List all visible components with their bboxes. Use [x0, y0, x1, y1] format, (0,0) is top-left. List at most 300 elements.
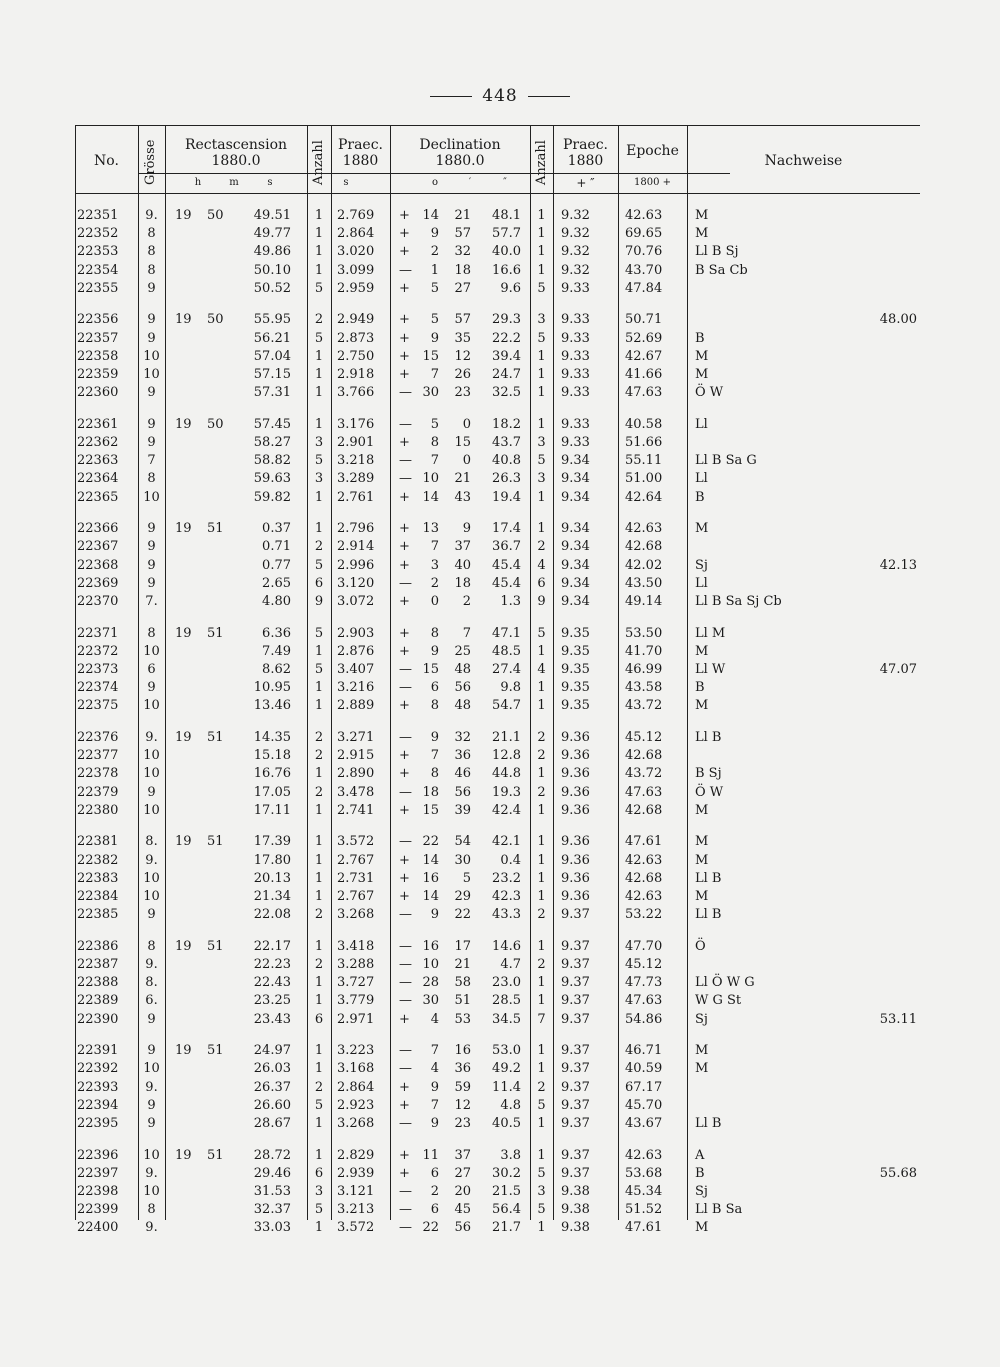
cell-n2: 1: [537, 226, 546, 242]
table-row: [75, 1165, 920, 1183]
cell-pr1: 3.288: [337, 957, 375, 972]
cell-ds: +: [399, 226, 410, 242]
table-row: [75, 1147, 920, 1165]
cell-pr1: 3.168: [337, 1061, 375, 1077]
cell-nw: Sj: [695, 1011, 708, 1027]
cell-dm: 36: [454, 748, 471, 764]
cell-dd: 7: [430, 1043, 439, 1059]
cell-gr: 10: [143, 1184, 160, 1199]
cell-h: 19: [175, 416, 192, 432]
cell-ep: 47.61: [625, 834, 663, 850]
cell-ds: +: [399, 1097, 410, 1113]
cell-ds: +: [399, 1147, 410, 1163]
cell-n1: 2: [314, 907, 324, 923]
table-row: [75, 1060, 920, 1078]
table-row: [75, 852, 920, 870]
cell-dsec: 45.4: [492, 575, 521, 591]
cell-n1: 5: [314, 557, 324, 573]
cell-dm: 21: [454, 208, 471, 223]
cell-gr: 9: [147, 557, 156, 573]
cell-m: 51: [207, 1043, 224, 1059]
cell-ep: 45.34: [625, 1184, 663, 1199]
cell-n1: 2: [314, 539, 324, 555]
cell-ds: —: [399, 575, 412, 591]
cell-dd: 9: [430, 330, 439, 346]
cell-pr2: 9.37: [561, 1147, 590, 1163]
cell-ep: 45.12: [625, 957, 663, 972]
cell-dd: 10: [422, 471, 439, 487]
cell-dsec: 23.2: [492, 870, 521, 886]
cell-pr1: 3.779: [337, 993, 375, 1009]
cell-n2: 1: [537, 1061, 546, 1077]
cell-n2: 2: [537, 730, 546, 745]
cell-nw: B: [695, 680, 705, 696]
header-epoche: Epoche: [626, 143, 679, 159]
cell-pr1: 2.876: [337, 643, 375, 659]
table-row: [75, 1201, 920, 1219]
table-row: [75, 489, 920, 507]
cell-h: 19: [175, 625, 192, 641]
cell-dd: 2: [430, 244, 439, 260]
cell-ds: —: [399, 907, 412, 923]
table-row: [75, 330, 920, 348]
cell-n2: 4: [537, 557, 546, 573]
cell-no: 22356: [77, 312, 119, 328]
cell-dsec: 4.7: [500, 957, 521, 972]
cell-no: 22366: [77, 521, 119, 537]
table-row: [75, 1097, 920, 1115]
cell-gr: 10: [143, 870, 160, 886]
cell-pr1: 3.072: [337, 594, 375, 609]
cell-s: 10.95: [253, 680, 291, 696]
table-row: [75, 538, 920, 556]
cell-s: 49.77: [253, 226, 291, 242]
cell-pr1: 3.099: [337, 262, 375, 278]
cell-no: 22374: [77, 680, 119, 696]
cell-dsec: 19.3: [492, 784, 521, 800]
cell-nw: M: [695, 852, 709, 868]
cell-n2: 7: [537, 1011, 546, 1027]
cell-dd: 28: [422, 975, 439, 991]
cell-pr2: 9.35: [561, 643, 590, 659]
cell-ds: +: [399, 435, 410, 450]
cell-ep: 47.61: [625, 1220, 663, 1236]
header-praec-2: Praec.: [562, 137, 609, 153]
star-catalogue-table: [75, 125, 920, 1236]
cell-no: 22396: [77, 1147, 119, 1163]
header-praec: Praec.: [337, 137, 384, 153]
cell-gr: 9.: [145, 730, 158, 745]
cell-nw: Ll B Sa: [695, 1202, 743, 1218]
table-row: [75, 956, 920, 974]
header-dec-epoch: 1880.0: [435, 153, 485, 169]
cell-ds: +: [399, 852, 410, 868]
cell-dm: 54: [454, 834, 471, 850]
cell-n1: 1: [314, 489, 324, 505]
cell-nw: Ll B Sa G: [695, 453, 757, 469]
cell-n2: 3: [537, 1184, 546, 1199]
cell-dm: 37: [454, 539, 471, 555]
cell-n2: 1: [537, 889, 546, 904]
cell-no: 22376: [77, 730, 119, 745]
cell-pr2: 9.36: [561, 870, 590, 886]
cell-pr1: 2.949: [337, 312, 375, 328]
cell-dsec: 40.5: [492, 1116, 521, 1131]
cell-nw: M: [695, 348, 709, 364]
cell-ep: 46.71: [625, 1043, 663, 1059]
cell-ds: +: [399, 594, 410, 609]
cell-ds: +: [399, 1011, 410, 1027]
cell-s: 28.72: [253, 1147, 291, 1163]
cell-dm: 32: [454, 244, 471, 260]
cell-ep: 43.72: [625, 698, 663, 714]
cell-ds: +: [399, 557, 410, 573]
cell-ep: 46.99: [625, 662, 663, 677]
cell-s: 26.37: [253, 1079, 291, 1095]
cell-gr: 9.: [145, 1220, 158, 1236]
cell-dsec: 40.8: [492, 453, 521, 469]
cell-dm: 27: [454, 280, 471, 296]
cell-s: 8.62: [262, 662, 291, 677]
cell-m: 50: [207, 208, 224, 223]
cell-pr1: 2.939: [337, 1165, 375, 1181]
cell-dm: 18: [454, 575, 471, 591]
cell-dsec: 19.4: [492, 489, 521, 505]
cell-no: 22367: [77, 539, 119, 555]
cell-n1: 1: [314, 244, 324, 260]
cell-ds: +: [399, 312, 410, 328]
cell-dsec: 34.5: [492, 1011, 521, 1027]
cell-dsec: 43.7: [492, 435, 521, 450]
cell-nw: Sj: [695, 557, 708, 573]
cell-s: 29.46: [253, 1165, 291, 1181]
cell-dd: 15: [422, 348, 439, 364]
cell-n2: 2: [537, 784, 546, 800]
cell-dsec: 42.1: [492, 834, 521, 850]
cell-nw: M: [695, 1061, 709, 1077]
header-anzahl: Anzahl: [311, 140, 326, 185]
cell-ep: 42.68: [625, 802, 663, 818]
cell-pr1: 2.903: [337, 625, 375, 641]
cell-nw: Ll B: [695, 1116, 722, 1131]
cell-dsec: 43.3: [492, 907, 521, 923]
cell-extra: 48.00: [879, 312, 917, 328]
cell-no: 22384: [77, 889, 119, 904]
cell-gr: 8: [147, 471, 156, 487]
cell-nw: Ll B: [695, 730, 722, 745]
table-row: [75, 1079, 920, 1097]
header-groesse: Grösse: [143, 139, 158, 185]
cell-pr1: 2.873: [337, 330, 375, 346]
cell-n2: 1: [537, 208, 546, 223]
cell-dm: 7: [462, 625, 471, 641]
header-no: No.: [94, 153, 119, 169]
cell-dd: 7: [430, 453, 439, 469]
cell-ep: 40.59: [625, 1061, 663, 1077]
cell-ds: +: [399, 280, 410, 296]
cell-dd: 15: [422, 662, 439, 677]
cell-ep: 53.22: [625, 907, 663, 923]
cell-nw: M: [695, 889, 709, 904]
cell-n1: 1: [314, 993, 324, 1009]
cell-ds: —: [399, 834, 412, 850]
cell-extra: 47.07: [879, 662, 917, 677]
cell-dm: 23: [454, 385, 471, 401]
cell-pr2: 9.37: [561, 957, 590, 972]
cell-ds: —: [399, 1061, 412, 1077]
cell-dsec: 27.4: [492, 662, 521, 677]
cell-n2: 5: [537, 625, 546, 641]
cell-dm: 35: [454, 330, 471, 346]
cell-n2: 4: [537, 662, 546, 677]
cell-ds: +: [399, 625, 410, 641]
cell-n1: 1: [314, 766, 324, 782]
cell-dm: 48: [454, 662, 471, 677]
cell-pr2: 9.35: [561, 625, 590, 641]
cell-s: 57.45: [253, 416, 291, 432]
cell-gr: 10: [143, 748, 160, 764]
cell-no: 22362: [77, 435, 119, 450]
cell-n2: 1: [537, 938, 546, 954]
cell-dm: 32: [454, 730, 471, 745]
cell-pr1: 3.572: [337, 1220, 375, 1236]
cell-n1: 1: [314, 208, 324, 223]
table-row: [75, 384, 920, 402]
cell-ds: +: [399, 1079, 410, 1095]
cell-ds: +: [399, 1165, 410, 1181]
cell-ds: +: [399, 870, 410, 886]
cell-ep: 45.12: [625, 730, 663, 745]
cell-n1: 6: [314, 1011, 324, 1027]
cell-no: 22365: [77, 489, 119, 505]
cell-n2: 1: [537, 489, 546, 505]
cell-dd: 7: [430, 539, 439, 555]
cell-dd: 6: [430, 1165, 439, 1181]
cell-n1: 5: [314, 330, 324, 346]
cell-gr: 8: [147, 625, 156, 641]
cell-n1: 2: [314, 784, 324, 800]
cell-h: 19: [175, 208, 192, 223]
cell-dsec: 45.4: [492, 557, 521, 573]
page-number: [0, 86, 1000, 106]
cell-n2: 1: [537, 766, 546, 782]
cell-gr: 10: [143, 766, 160, 782]
cell-nw: Ll: [695, 575, 708, 591]
cell-n2: 5: [537, 1202, 546, 1218]
cell-ds: +: [399, 748, 410, 764]
cell-s: 21.34: [253, 889, 291, 904]
cell-pr2: 9.36: [561, 784, 590, 800]
cell-n2: 1: [537, 244, 546, 260]
cell-ep: 42.63: [625, 1147, 663, 1163]
cell-dd: 14: [422, 852, 439, 868]
cell-no: 22360: [77, 385, 119, 401]
cell-dd: 4: [430, 1011, 439, 1027]
cell-dsec: 18.2: [492, 416, 521, 432]
cell-n1: 1: [314, 975, 324, 991]
cell-dsec: 39.4: [492, 348, 521, 364]
cell-dm: 25: [454, 643, 471, 659]
cell-pr2: 9.34: [561, 521, 590, 537]
cell-s: 59.82: [253, 489, 291, 505]
cell-n1: 1: [314, 1043, 324, 1059]
cell-pr2: 9.34: [561, 575, 590, 591]
cell-ep: 51.66: [625, 435, 663, 450]
cell-h: 19: [175, 938, 192, 954]
cell-n2: 1: [537, 802, 546, 818]
cell-dsec: 57.7: [492, 226, 521, 242]
cell-gr: 10: [143, 489, 160, 505]
cell-pr1: 3.223: [337, 1043, 375, 1059]
table-row: [75, 679, 920, 697]
cell-gr: 9.: [145, 957, 158, 972]
cell-gr: 8: [147, 244, 156, 260]
cell-pr1: 2.761: [337, 489, 375, 505]
cell-s: 15.18: [253, 748, 291, 764]
cell-n1: 2: [314, 957, 324, 972]
cell-dsec: 54.7: [492, 698, 521, 714]
cell-dsec: 28.5: [492, 993, 521, 1009]
cell-dsec: 48.5: [492, 643, 521, 659]
header-nachweise: Nachweise: [764, 153, 843, 169]
cell-dsec: 32.5: [492, 385, 521, 401]
cell-gr: 9.: [145, 852, 158, 868]
cell-pr1: 3.271: [337, 730, 375, 745]
cell-pr1: 2.731: [337, 870, 375, 886]
cell-gr: 10: [143, 348, 160, 364]
table-row: [75, 1115, 920, 1133]
cell-gr: 6.: [145, 993, 158, 1009]
cell-ep: 54.86: [625, 1011, 663, 1027]
cell-gr: 8: [147, 226, 156, 242]
cell-nw: Ll: [695, 416, 708, 432]
cell-dd: 9: [430, 907, 439, 923]
cell-h: 19: [175, 312, 192, 328]
cell-pr1: 2.767: [337, 889, 375, 904]
cell-nw: Ll Ö W G: [695, 975, 755, 991]
cell-n2: 1: [537, 416, 546, 432]
cell-ep: 41.66: [625, 367, 663, 382]
cell-pr1: 2.864: [337, 1079, 375, 1095]
cell-dsec: 29.3: [492, 312, 521, 328]
cell-n1: 1: [314, 698, 324, 714]
cell-s: 0.71: [262, 539, 291, 555]
cell-n1: 1: [314, 367, 324, 382]
cell-ep: 55.11: [625, 453, 663, 469]
cell-gr: 10: [143, 802, 160, 818]
cell-n1: 2: [314, 312, 324, 328]
cell-n1: 1: [314, 348, 324, 364]
cell-dm: 16: [454, 1043, 471, 1059]
cell-ds: —: [399, 957, 412, 972]
cell-ds: —: [399, 1116, 412, 1131]
cell-nw: Ll B Sa Sj Cb: [695, 594, 782, 609]
cell-ep: 53.50: [625, 625, 663, 641]
cell-gr: 10: [143, 889, 160, 904]
cell-ep: 42.64: [625, 489, 663, 505]
table-row: [75, 416, 920, 434]
cell-dd: 30: [422, 385, 439, 401]
cell-pr1: 3.727: [337, 975, 375, 991]
cell-dm: 51: [454, 993, 471, 1009]
cell-ds: —: [399, 662, 412, 677]
cell-s: 50.52: [253, 280, 291, 296]
header-ra-unit-s: s: [267, 177, 273, 188]
cell-n1: 5: [314, 453, 324, 469]
cell-dd: 6: [430, 1202, 439, 1218]
cell-n1: 1: [314, 262, 324, 278]
cell-dd: 2: [430, 1184, 439, 1199]
cell-n2: 1: [537, 698, 546, 714]
cell-dd: 0: [430, 594, 439, 609]
cell-dd: 11: [422, 1147, 439, 1163]
cell-ep: 42.67: [625, 348, 663, 364]
cell-n2: 2: [537, 907, 546, 923]
cell-n1: 2: [314, 748, 324, 764]
cell-no: 22392: [77, 1061, 119, 1077]
cell-pr1: 2.767: [337, 852, 375, 868]
cell-ep: 50.71: [625, 312, 663, 328]
cell-nw: Sj: [695, 1184, 708, 1199]
cell-dd: 9: [430, 643, 439, 659]
cell-dm: 45: [454, 1202, 471, 1218]
cell-s: 4.80: [262, 594, 291, 609]
cell-n2: 1: [537, 870, 546, 886]
cell-pr1: 3.478: [337, 784, 375, 800]
cell-dm: 21: [454, 471, 471, 487]
cell-pr2: 9.37: [561, 1011, 590, 1027]
cell-pr1: 2.769: [337, 208, 375, 223]
cell-s: 55.95: [253, 312, 291, 328]
table-row: [75, 1219, 920, 1237]
table-row: [75, 1042, 920, 1060]
cell-pr2: 9.33: [561, 385, 590, 401]
cell-n2: 1: [537, 975, 546, 991]
table-row: [75, 765, 920, 783]
cell-dm: 53: [454, 1011, 471, 1027]
cell-n1: 1: [314, 1061, 324, 1077]
cell-dsec: 14.6: [492, 938, 521, 954]
cell-pr1: 2.796: [337, 521, 375, 537]
cell-no: 22372: [77, 643, 119, 659]
cell-dm: 0: [462, 416, 471, 432]
header-praec-2-epoch: 1880: [567, 153, 604, 169]
cell-dm: 9: [462, 521, 471, 537]
cell-pr2: 9.34: [561, 453, 590, 469]
table-row: [75, 348, 920, 366]
cell-dsec: 30.2: [492, 1165, 521, 1181]
cell-no: 22363: [77, 453, 119, 469]
cell-n2: 5: [537, 280, 546, 296]
cell-n2: 1: [537, 1043, 546, 1059]
cell-n1: 6: [314, 575, 324, 591]
cell-n2: 3: [537, 435, 546, 450]
header-epoche-unit: 1800 +: [633, 177, 671, 188]
cell-s: 56.21: [253, 330, 291, 346]
cell-gr: 9: [147, 680, 156, 696]
cell-pr2: 9.36: [561, 802, 590, 818]
cell-ds: —: [399, 975, 412, 991]
cell-no: 22393: [77, 1079, 119, 1095]
cell-nw: M: [695, 834, 709, 850]
cell-ep: 42.63: [625, 889, 663, 904]
cell-gr: 10: [143, 643, 160, 659]
cell-dm: 0: [462, 453, 471, 469]
table-row: [75, 575, 920, 593]
cell-ds: —: [399, 784, 412, 800]
cell-dsec: 48.1: [492, 208, 521, 223]
cell-no: 22364: [77, 471, 119, 487]
